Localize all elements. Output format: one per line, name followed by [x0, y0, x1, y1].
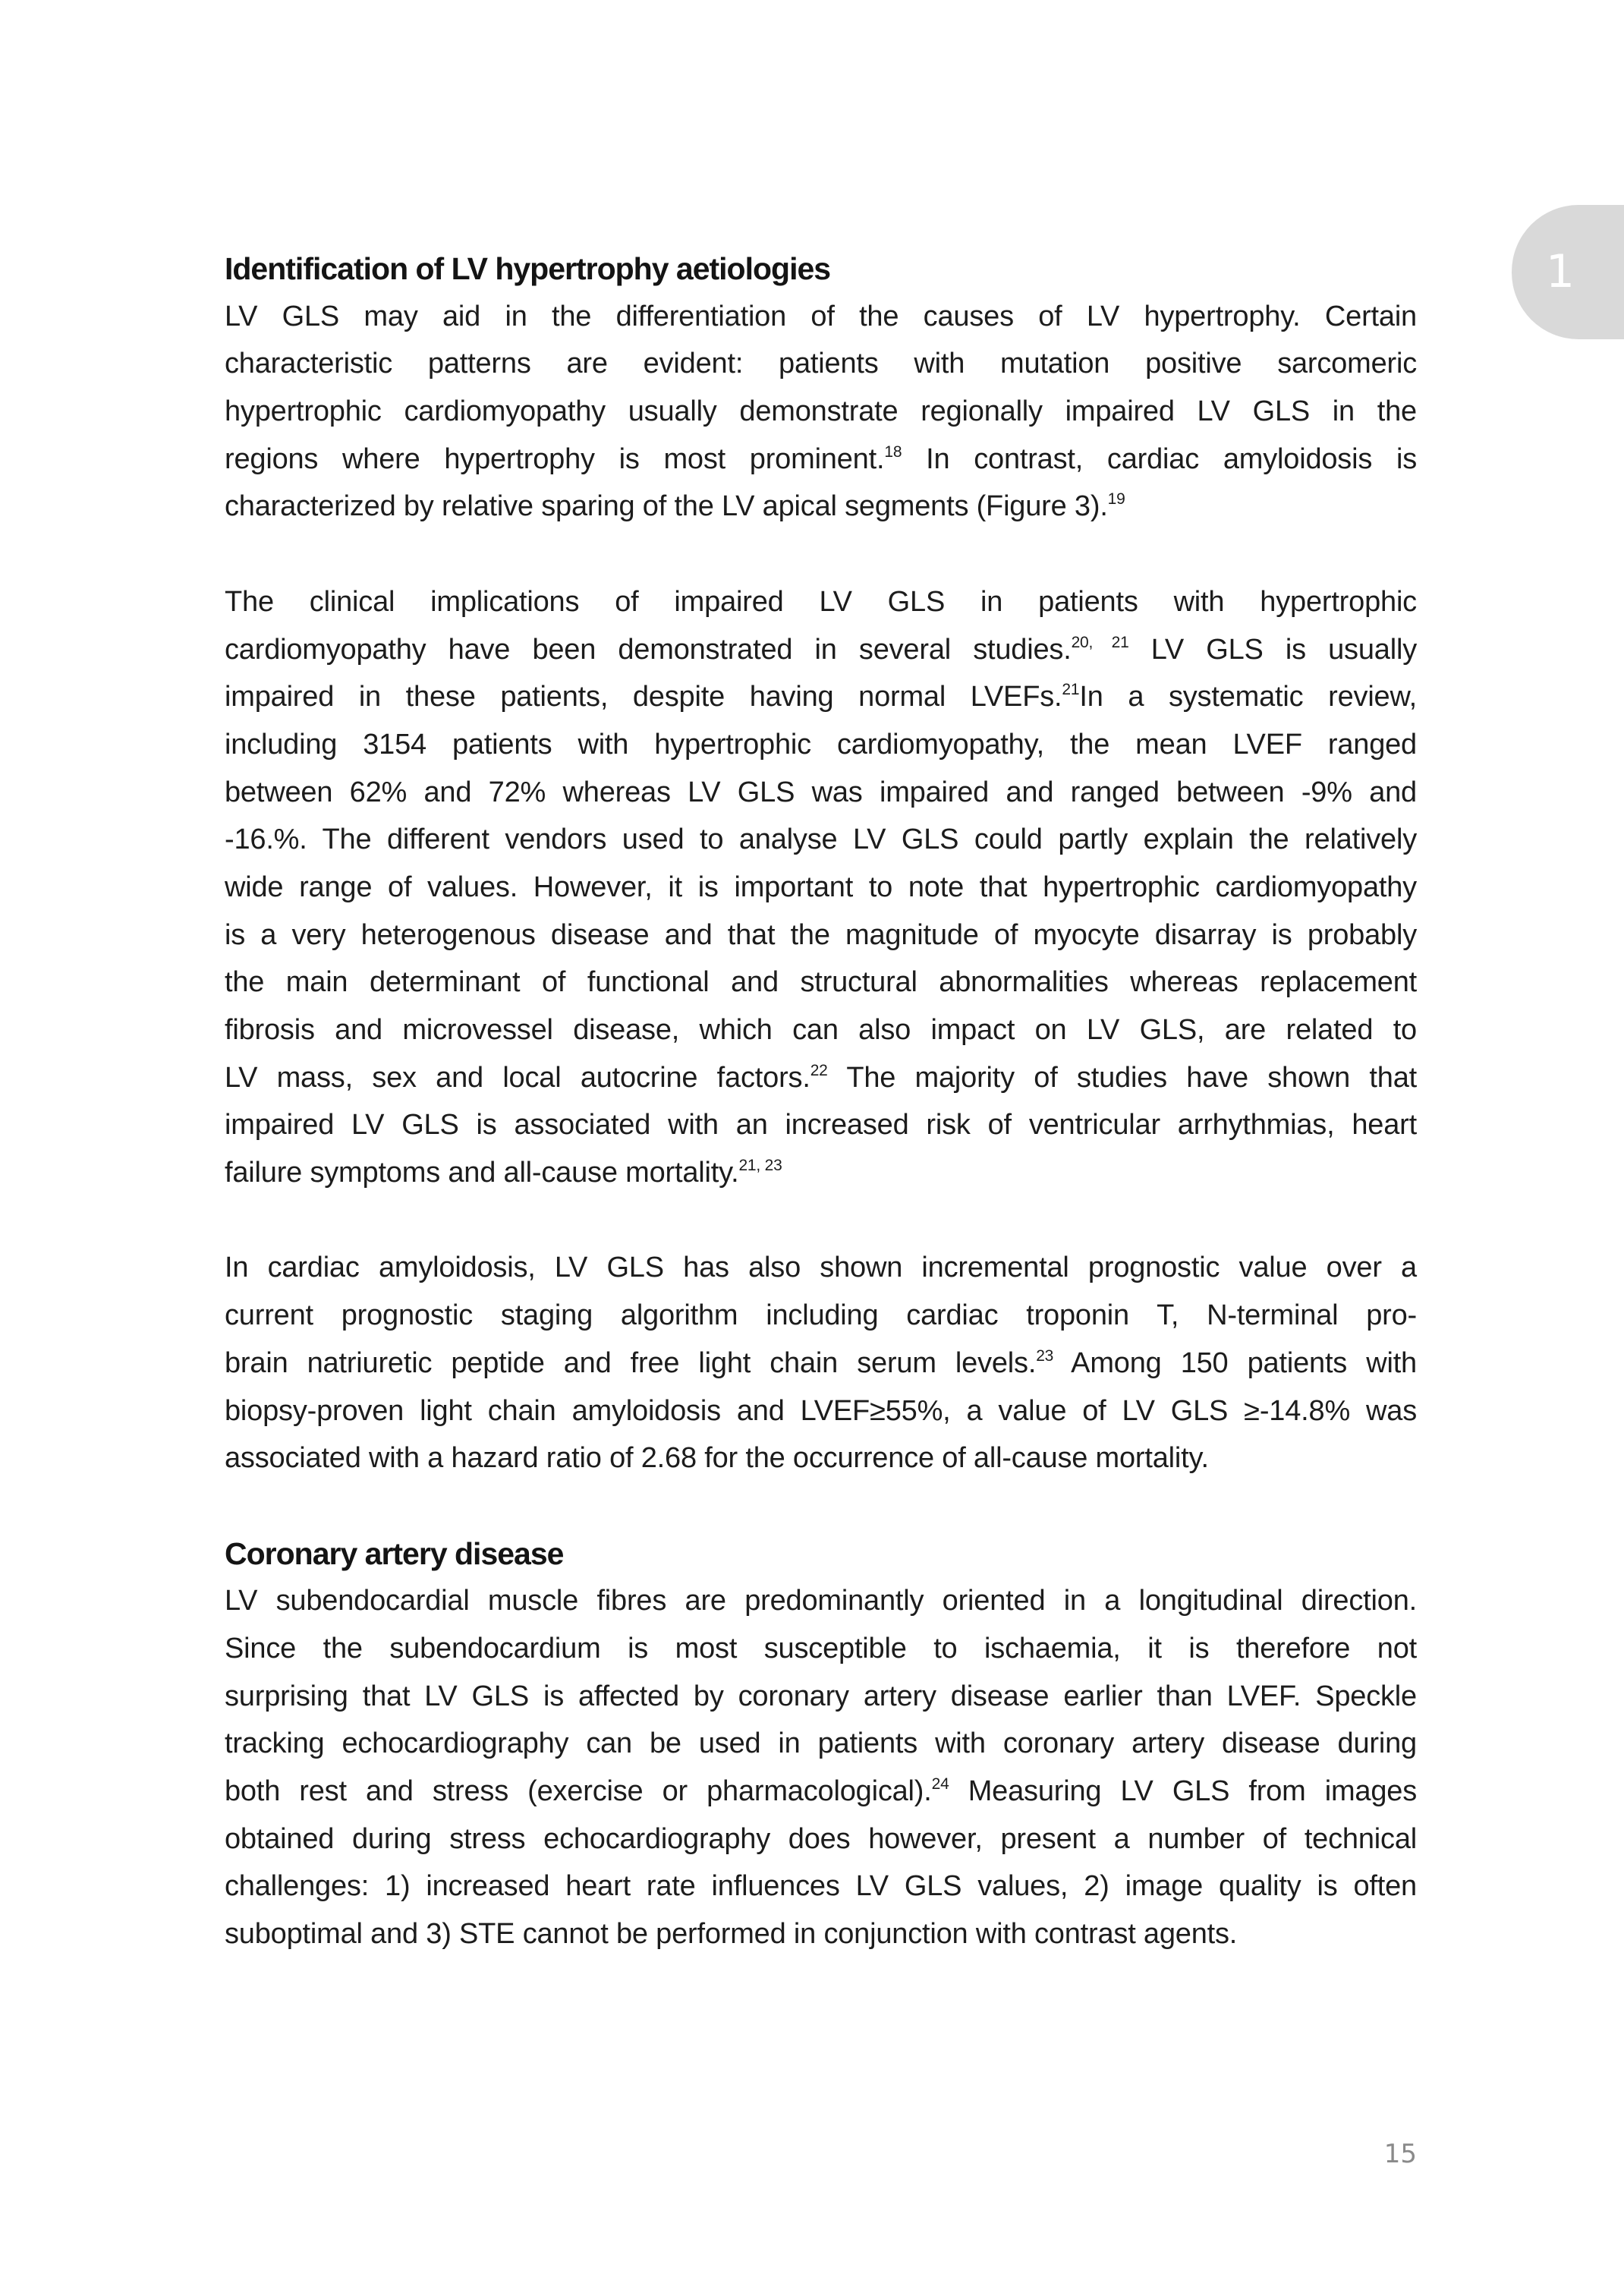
text-line: [225, 673, 1417, 721]
text-run: fibrosis and microvessel disease, which can also impact on LV GLS, are related to: [225, 1014, 1417, 1046]
text-line: [225, 293, 1417, 341]
text-run: regions where hypertrophy is most prominent.: [225, 442, 885, 475]
text-line: [225, 483, 1417, 531]
text-line: [225, 912, 1417, 959]
text-line: [225, 388, 1417, 436]
text-run: failure symptoms and all-cause mortality.: [225, 1157, 739, 1189]
paragraph-spacer: [225, 1482, 1417, 1530]
text-run: LV subendocardial muscle fibres are predominantly oriented in a longitudinal direction.: [225, 1585, 1417, 1617]
page-number: 15: [1383, 2139, 1417, 2169]
paragraph-spacer: [225, 531, 1417, 578]
text-run: characteristic patterns are evident: patients with mutation positive sarcomeric: [225, 348, 1417, 380]
text-run: obtained during stress echocardiography does however, present a number of technical: [225, 1822, 1417, 1855]
text-run: including 3154 patients with hypertrophic cardiomyopathy, the mean LVEF ranged: [225, 728, 1417, 761]
text-run: Measuring LV GLS from images: [949, 1775, 1417, 1807]
text-run: In cardiac amyloidosis, LV GLS has also shown incremental prognostic value over a: [225, 1252, 1417, 1284]
paragraph-spacer: [225, 1197, 1417, 1245]
chapter-number: 1: [1545, 245, 1575, 298]
text-line: [225, 1101, 1417, 1149]
text-line: [225, 959, 1417, 1006]
citation-reference: 18: [884, 442, 902, 461]
text-line: [225, 1673, 1417, 1721]
text-line: [225, 1577, 1417, 1625]
text-run: LV GLS is usually: [1128, 633, 1418, 666]
text-run: the main determinant of functional and structural abnormalities whereas replacement: [225, 966, 1417, 999]
text-run: In a systematic review,: [1079, 681, 1417, 713]
citation-reference: 21, 23: [738, 1157, 782, 1175]
text-run: -16.%. The different vendors used to analyse LV GLS could partly explain the relatively: [225, 824, 1417, 856]
text-line: [225, 721, 1417, 769]
text-run: cardiomyopathy have been demonstrated in several studies.: [225, 633, 1072, 666]
text-run: LV GLS may aid in the differentiation of the causes of LV hypertrophy. Certain: [225, 300, 1417, 332]
text-line: [225, 1910, 1417, 1958]
citation-reference: 21: [1062, 681, 1080, 699]
citation-reference: 20, 21: [1071, 633, 1129, 651]
text-line: [225, 1863, 1417, 1910]
text-run: between 62% and 72% whereas LV GLS was impaired and ranged between -9% and: [225, 776, 1417, 808]
text-run: surprising that LV GLS is affected by coronary artery disease earlier than LVEF. Speckle: [225, 1680, 1417, 1712]
text-run: current prognostic staging algorithm including cardiac troponin T, N-terminal pro-: [225, 1299, 1417, 1332]
text-run: biopsy-proven light chain amyloidosis and LVEF≥55%, a value of LV GLS ≥-14.8% was: [225, 1394, 1417, 1427]
text-run: suboptimal and 3) STE cannot be performed in conjunction with contrast agents.: [225, 1918, 1238, 1951]
text-line: [225, 1720, 1417, 1768]
text-line: [225, 1149, 1417, 1197]
text-run: both rest and stress (exercise or pharmacological).: [225, 1775, 932, 1807]
citation-reference: 22: [810, 1061, 828, 1079]
text-run: hypertrophic cardiomyopathy usually demonstrate regionally impaired LV GLS in the: [225, 395, 1417, 428]
body-paragraph: [225, 1244, 1417, 1482]
citation-reference: 24: [931, 1775, 949, 1793]
text-run: The majority of studies have shown that: [827, 1061, 1417, 1094]
text-line: [225, 1387, 1417, 1435]
text-line: [225, 1435, 1417, 1482]
page-content: [225, 245, 1417, 1958]
body-paragraph: [225, 293, 1417, 531]
text-run: brain natriuretic peptide and free light chain serum levels.: [225, 1346, 1037, 1379]
text-line: [225, 626, 1417, 674]
text-line: [225, 436, 1417, 483]
text-line: [225, 1292, 1417, 1340]
text-line: [225, 1625, 1417, 1673]
text-line: [225, 340, 1417, 388]
section-heading: Coronary artery disease: [225, 1535, 564, 1571]
body-paragraph: [225, 1577, 1417, 1958]
text-line: [225, 1768, 1417, 1816]
citation-reference: 19: [1107, 490, 1125, 509]
text-line: [225, 864, 1417, 912]
text-run: Since the subendocardium is most susceptible to ischaemia, it is therefore not: [225, 1632, 1417, 1664]
text-line: [225, 1816, 1417, 1863]
text-run: In contrast, cardiac amyloidosis is: [902, 442, 1417, 475]
text-line: [225, 1244, 1417, 1292]
text-run: challenges: 1) increased heart rate influences LV GLS values, 2) image quality is often: [225, 1870, 1417, 1903]
text-run: characterized by relative sparing of the LV apical segments (Figure 3).: [225, 490, 1108, 523]
text-run: impaired in these patients, despite having normal LVEFs.: [225, 681, 1062, 713]
text-run: Among 150 patients with: [1053, 1346, 1417, 1379]
text-line: [225, 1340, 1417, 1387]
text-line: [225, 816, 1417, 864]
citation-reference: 23: [1036, 1346, 1054, 1365]
text-run: LV mass, sex and local autocrine factors.: [225, 1061, 810, 1094]
body-paragraph: [225, 578, 1417, 1197]
text-run: The clinical implications of impaired LV GLS in patients with hypertrophic: [225, 585, 1417, 618]
text-run: wide range of values. However, it is important to note that hypertrophic cardiomyopathy: [225, 871, 1417, 903]
text-line: [225, 1006, 1417, 1054]
text-line: [225, 769, 1417, 817]
text-run: is a very heterogenous disease and that the magnitude of myocyte disarray is probably: [225, 918, 1417, 951]
section-heading: Identification of LV hypertrophy aetiologies: [225, 251, 831, 286]
text-run: associated with a hazard ratio of 2.68 for the occurrence of all-cause mortality.: [225, 1442, 1209, 1475]
chapter-tab: [1512, 205, 1624, 339]
text-run: tracking echocardiography can be used in patients with coronary artery disease during: [225, 1727, 1417, 1760]
text-line: [225, 1054, 1417, 1102]
text-run: impaired LV GLS is associated with an increased risk of ventricular arrhythmias, heart: [225, 1109, 1417, 1142]
text-line: [225, 578, 1417, 626]
